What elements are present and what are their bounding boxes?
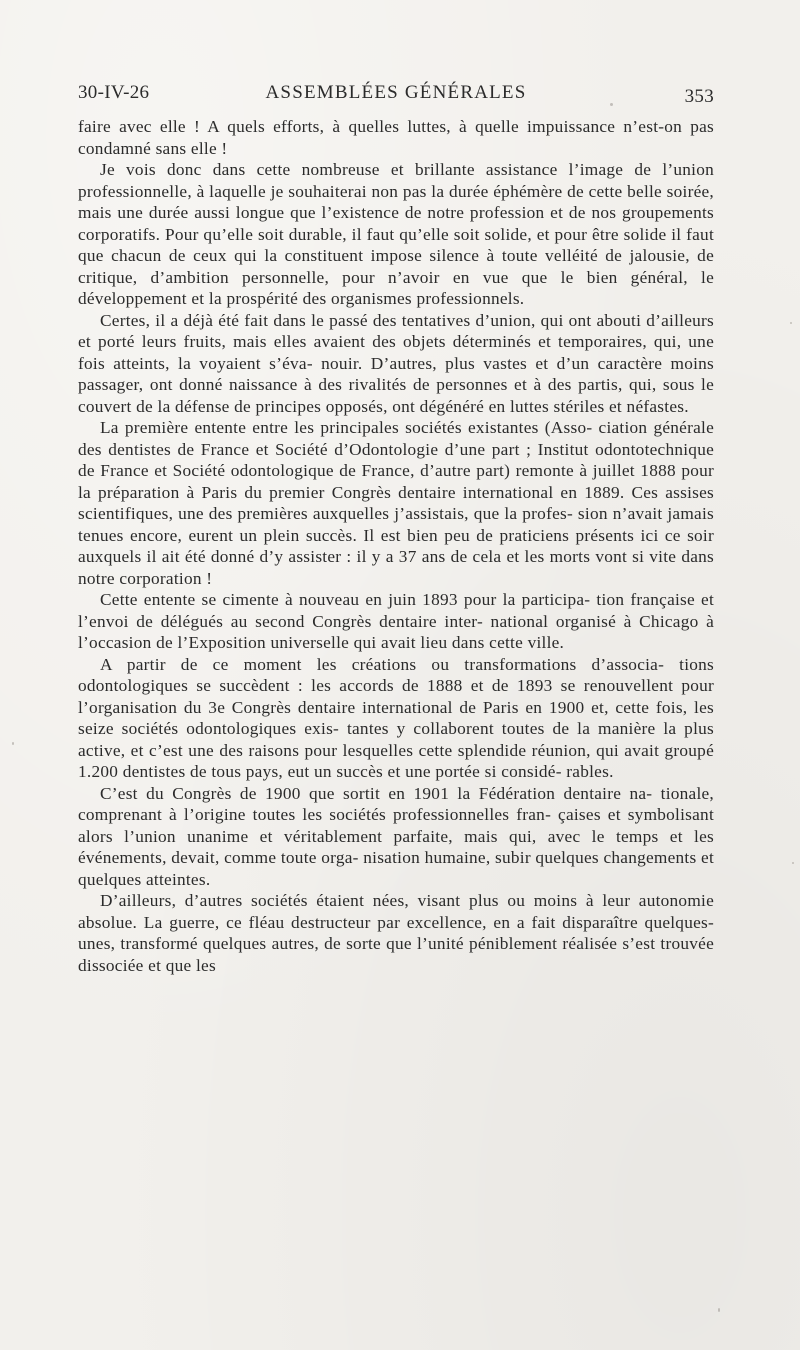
- body-text: [78, 116, 714, 976]
- paragraph: D’ailleurs, d’autres sociétés étaient nées, visant plus ou moins à leur autonomie absolue. La guerre, ce fléau destructeur par excellence, en a fait disparaître quelques-unes, transformé quelques autres, de sorte que l’unité péniblement réalisée s’est trouvée dissociée et que les: [78, 891, 714, 975]
- page-number: 353: [684, 86, 714, 107]
- paragraph-continuation: faire avec elle ! A quels efforts, à quelles luttes, à quelle impuissance n’est-on pas condamné sans elle !: [78, 117, 714, 158]
- paragraph: A partir de ce moment les créations ou transformations d’associa- tions odontologiques se succèdent : les accords de 1888 et de 1893 se renouvellent pour l’organisation du 3e Congrès dentaire international de Paris en 1900 et, cette fois, les seize sociétés odontologiques exis- tantes y collaborent toutes de la manière la plus active, et c’est une des raisons pour lesquelles cette splendide réunion, qui avait groupé 1.200 dentistes de tous pays, eut un succès et une portée si considé- rables.: [78, 654, 714, 781]
- speck: [792, 862, 794, 864]
- paragraph: Je vois donc dans cette nombreuse et brillante assistance l’image de l’union professionnelle, à laquelle je souhaiterai non pas la durée éphémère de cette belle soirée, mais une durée aussi longue que l’existence de notre profession et de nos groupements corporatifs. Pour qu’elle soit durable, il faut qu’elle soit solide, et pour être solide il faut que chacun de ceux qui la constituent impose silence à toute velléité de jalousie, de critique, d’ambition personnelle, pour n’avoir en vue que le bien général, le développement et la prospérité des organismes professionnels.: [78, 160, 714, 308]
- speck: [718, 1308, 720, 1312]
- speck: [12, 742, 14, 745]
- header-title: ASSEMBLÉES GÉNÉRALES: [265, 82, 527, 103]
- header-date: 30-IV-26: [78, 82, 150, 103]
- paragraph: Certes, il a déjà été fait dans le passé des tentatives d’union, qui ont abouti d’ailleurs et porté leurs fruits, mais elles avaient des objets déterminés et temporaires, qui, une fois atteints, la voyaient s’éva- nouir. D’autres, plus vastes et d’un caractère moins passager, ont donné naissance à des rivalités de personnes et à des partis, qui, sous le couvert de la défense de principes opposés, ont dégénéré en luttes stériles et néfastes.: [78, 310, 714, 416]
- speck: [610, 103, 613, 106]
- speck: [790, 322, 792, 324]
- paragraph: Cette entente se cimente à nouveau en juin 1893 pour la participa- tion française et l’envoi de délégués au second Congrès dentaire inter- national organisé à Chicago à l’occasion de l’Exposition universelle qui avait lieu dans cette ville.: [78, 590, 714, 652]
- running-head: [78, 82, 714, 108]
- paragraph: C’est du Congrès de 1900 que sortit en 1901 la Fédération dentaire na- tionale, comprenant à l’origine toutes les sociétés professionnelles fran- çaises et symbolisant alors l’union unanime et véritablement parfaite, mais qui, avec le temps et les événements, devait, comme toute orga- nisation humaine, subir quelques changements et quelques atteintes.: [78, 783, 714, 889]
- paragraph: La première entente entre les principales sociétés existantes (Asso- ciation générale des dentistes de France et Société d’Odontologie d’une part ; Institut odontotechnique de France et Société odontologique de France, d’autre part) remonte à juillet 1888 pour la préparation à Paris du premier Congrès dentaire international en 1889. Ces assises scientifiques, une des premières auxquelles j’assistais, que la profes- sion n’avait jamais tenues encore, eurent un plein succès. Il est bien peu de praticiens présents ici ce soir auxquels il ait été donné d’y assister : il y a 37 ans de cela et les morts vont si vite dans notre corporation !: [78, 418, 714, 588]
